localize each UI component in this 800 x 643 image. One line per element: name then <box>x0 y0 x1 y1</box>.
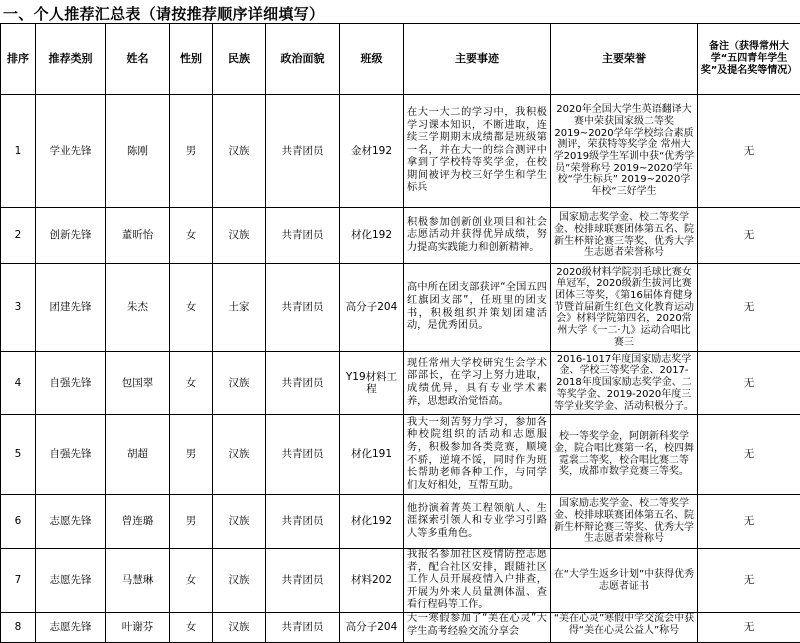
cell-honors: 国家励志奖学金、校二等奖学金、校排球联赛团体第五名、院新生杯辩论赛三等奖、优秀大学生志愿者荣誉称号 <box>551 495 698 549</box>
cell-note: 无 <box>698 495 800 549</box>
cell-category: 志愿先锋 <box>36 613 106 643</box>
cell-category: 自强先锋 <box>36 352 106 415</box>
cell-deeds: 积极参加创新创业项目和社会志愿活动并获得优异成绩，努力提高实践能力和创新精神。 <box>404 208 551 264</box>
cell-category: 创新先锋 <box>36 208 106 264</box>
cell-gender: 男 <box>170 415 213 495</box>
cell-class: 材化191 <box>340 415 404 495</box>
header-ethnicity: 民族 <box>213 24 266 95</box>
cell-gender: 男 <box>170 95 213 208</box>
cell-seq: 6 <box>1 495 36 549</box>
cell-deeds: 在大一大二的学习中，我积极学习课本知识，不断进取，连续三学期期末成绩都是班级第一名，并在大一的综合测评中拿到了学校特等奖学金，在校期间被评为校三好学生和学生标兵 <box>404 95 551 208</box>
header-name: 姓名 <box>106 24 170 95</box>
cell-class: 高分子204 <box>340 264 404 352</box>
cell-seq: 4 <box>1 352 36 415</box>
cell-gender: 女 <box>170 352 213 415</box>
header-seq: 排序 <box>1 24 36 95</box>
cell-name: 陈刚 <box>106 95 170 208</box>
table-row <box>1 352 800 415</box>
cell-honors: 2016-1017年度国家励志奖学金、学校三等奖学金、2017-2018年度国家励志奖学金、二等奖学金、2019-2020年度三等学业奖学金、活动积极分子。 <box>551 352 698 415</box>
cell-class: 金材192 <box>340 95 404 208</box>
cell-name: 曾连璐 <box>106 495 170 549</box>
table-row <box>1 495 800 549</box>
header-note: 备注（获得常州大学“五四青年学生奖”及提名奖等情况） <box>698 24 800 95</box>
cell-class: Y19材料工程 <box>340 352 404 415</box>
cell-seq: 5 <box>1 415 36 495</box>
cell-political: 共青团员 <box>266 495 340 549</box>
cell-note: 无 <box>698 613 800 643</box>
cell-note: 无 <box>698 95 800 208</box>
cell-deeds: 我报名参加社区疫情防控志愿者，配合社区安排，跟随社区工作人员开展疫情入户排查，开展为外来人员量测体温、查看行程码等工作。 <box>404 549 551 613</box>
cell-note: 无 <box>698 415 800 495</box>
cell-name: 包国翠 <box>106 352 170 415</box>
cell-ethnicity: 汉族 <box>213 95 266 208</box>
cell-seq: 1 <box>1 95 36 208</box>
cell-ethnicity: 汉族 <box>213 613 266 643</box>
cell-category: 志愿先锋 <box>36 495 106 549</box>
cell-ethnicity: 土家 <box>213 264 266 352</box>
cell-gender: 男 <box>170 495 213 549</box>
cell-political: 共青团员 <box>266 352 340 415</box>
cell-honors: 在“大学生返乡计划”中获得优秀志愿者证书 <box>551 549 698 613</box>
cell-class: 材料202 <box>340 549 404 613</box>
header-gender: 性别 <box>170 24 213 95</box>
table-row <box>1 613 800 643</box>
cell-political: 共青团员 <box>266 208 340 264</box>
cell-note: 无 <box>698 352 800 415</box>
cell-seq: 3 <box>1 264 36 352</box>
header-category: 推荐类别 <box>36 24 106 95</box>
cell-gender: 女 <box>170 549 213 613</box>
cell-honors: 国家励志奖学金、校二等奖学金、校排球联赛团体第五名、院新生杯辩论赛三等奖、优秀大学生志愿者荣誉称号 <box>551 208 698 264</box>
cell-class: 高分子204 <box>340 613 404 643</box>
header-political: 政治面貌 <box>266 24 340 95</box>
cell-ethnicity: 汉族 <box>213 495 266 549</box>
cell-deeds: 他扮演着菁英工程领航人、生涯探索引领人和专业学习引路人等多重角色。 <box>404 495 551 549</box>
cell-class: 材化192 <box>340 208 404 264</box>
cell-honors: “美在心灵”寒假中学交流会中获得“美在心灵公益人”称号 <box>551 613 698 643</box>
cell-name: 胡超 <box>106 415 170 495</box>
cell-category: 自强先锋 <box>36 415 106 495</box>
cell-category: 学业先锋 <box>36 95 106 208</box>
cell-note: 无 <box>698 549 800 613</box>
cell-name: 朱杰 <box>106 264 170 352</box>
cell-deeds: 高中所在团支部获评“全国五四红旗团支部”，任班里的团支书，积极组织并策划团建活动，是优秀团员。 <box>404 264 551 352</box>
header-honors: 主要荣誉 <box>551 24 698 95</box>
cell-note: 无 <box>698 264 800 352</box>
cell-honors: 2020年全国大学生英语翻译大赛中荣获国家级二等奖 2019~2020学年学校综合素质测评，荣获特等奖学金 常州大学2019级学生军训中获“优秀学员”荣誉称号 2019~2020学年校“学生标兵” 2019~2020学年校“三好学生 <box>551 95 698 208</box>
cell-honors: 2020级材料学院羽毛球比赛女单冠军，2020级新生拔河比赛团体三等奖，《第16届体育健身节暨首届新生红色文化教育运动会》材料学院第四名，2020常州大学《一二·九》运动合唱比赛三 <box>551 264 698 352</box>
cell-deeds: 我大一刻苦努力学习，参加各种校院组织的活动和志愿服务，积极参加各类竞赛，顺境不骄，逆境不馁，同时作为班长帮助老师各种工作，与同学们友好相处，互帮互助。 <box>404 415 551 495</box>
cell-political: 共青团员 <box>266 613 340 643</box>
cell-seq: 7 <box>1 549 36 613</box>
cell-ethnicity: 汉族 <box>213 415 266 495</box>
cell-political: 共青团员 <box>266 95 340 208</box>
cell-name: 董昕怡 <box>106 208 170 264</box>
cell-gender: 女 <box>170 264 213 352</box>
table-row <box>1 264 800 352</box>
cell-ethnicity: 汉族 <box>213 208 266 264</box>
cell-deeds: 大一寒假参加了“美在心灵”大学生高考经验交流分享会 <box>404 613 551 643</box>
table-row <box>1 549 800 613</box>
table-row <box>1 208 800 264</box>
cell-gender: 女 <box>170 613 213 643</box>
cell-name: 马慧琳 <box>106 549 170 613</box>
cell-honors: 校一等奖学金，阿朗新科奖学金，院合唱比赛第一名，校四舞霓裳二等奖，校合唱比赛二等奖，成都市数学竞赛三等奖。 <box>551 415 698 495</box>
header-deeds: 主要事迹 <box>404 24 551 95</box>
table-row <box>1 95 800 208</box>
section-title: 一、个人推荐汇总表（请按推荐顺序详细填写） <box>3 3 324 24</box>
cell-seq: 2 <box>1 208 36 264</box>
cell-name: 叶谢芬 <box>106 613 170 643</box>
cell-category: 团建先锋 <box>36 264 106 352</box>
cell-political: 共青团员 <box>266 264 340 352</box>
cell-deeds: 现任常州大学校研究生会学术部部长，在学习上努力进取，成绩优异，具有专业学术素养，思想政治觉悟高。 <box>404 352 551 415</box>
cell-category: 志愿先锋 <box>36 549 106 613</box>
cell-ethnicity: 汉族 <box>213 549 266 613</box>
cell-political: 共青团员 <box>266 549 340 613</box>
cell-seq: 8 <box>1 613 36 643</box>
cell-ethnicity: 汉族 <box>213 352 266 415</box>
table-header-row <box>1 24 800 95</box>
cell-gender: 女 <box>170 208 213 264</box>
cell-class: 材化192 <box>340 495 404 549</box>
cell-political: 共青团员 <box>266 415 340 495</box>
recommendation-table <box>0 23 800 643</box>
table-row <box>1 415 800 495</box>
header-class: 班级 <box>340 24 404 95</box>
cell-note: 无 <box>698 208 800 264</box>
